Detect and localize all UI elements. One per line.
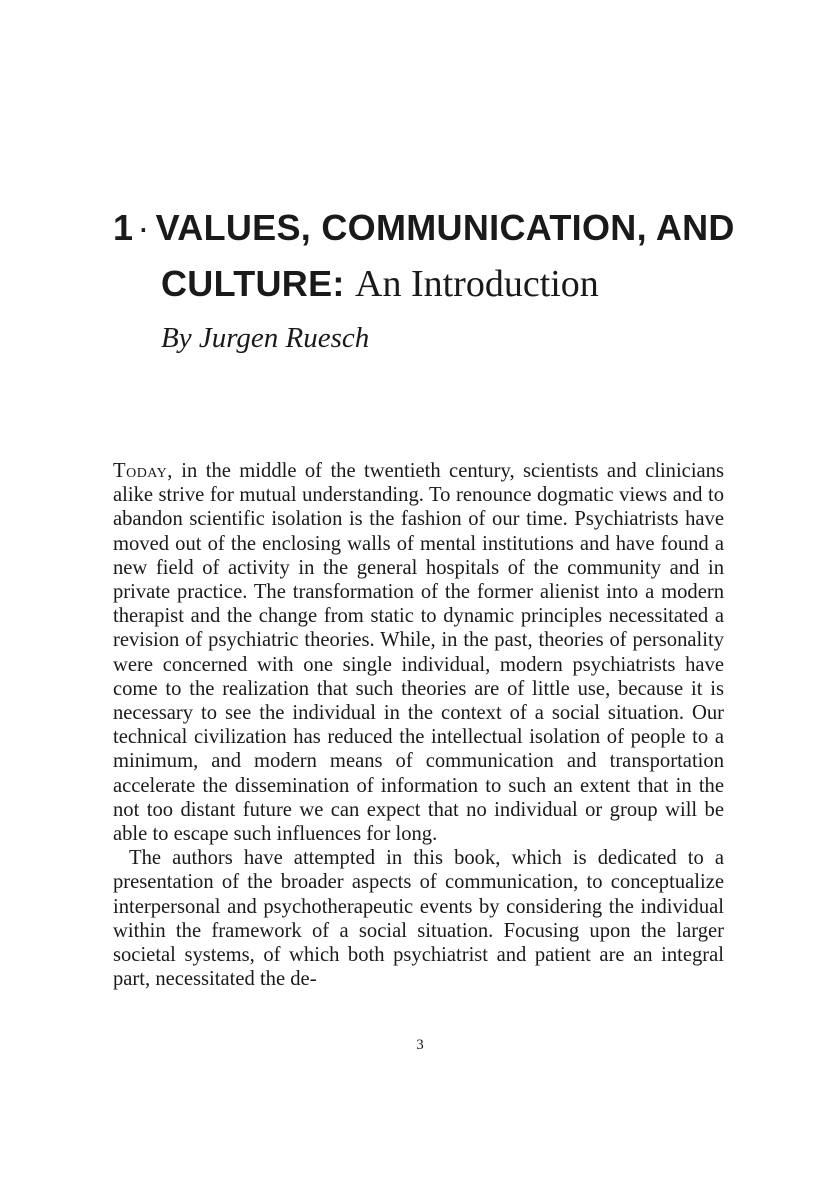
paragraph-1-text: in the middle of the twentieth century, scientists and clinicians alike strive for mutual understanding. To renounce dogmatic views and to abandon scientific isolation is the fashion of our time. Psychiatrists have moved out of the enclosing walls of mental institutions and have found a new field of activity in the general hospitals of the community and in private practice. The transformation of the former alienist into a modern therapist and the change from static to dynamic principles necessitated a revision of psychiatric theories. While, in the past, theories of personality were concerned with one single individual, modern psychiatrists have come to the realization that such theories are of little use, because it is necessary to see the individual in the context of a social situation. Our technical civilization has reduced the intellectual isolation of people to a minimum, and modern means of communication and transportation accelerate the dissemination of information to such an extent that in the not too distant future we can expect that no individual or group will be able to escape such influences for long.: [113, 460, 724, 846]
chapter-subtitle: An Introduction: [355, 263, 599, 305]
chapter-title-line-2: [113, 256, 773, 312]
chapter-number: 1: [113, 207, 134, 248]
chapter-separator: ·: [137, 207, 150, 248]
chapter-title-line-1: [113, 200, 773, 256]
chapter-title-text-2: CULTURE:: [161, 263, 345, 304]
page-number: 3: [416, 1037, 424, 1053]
chapter-title-text-1: VALUES, COMMUNICATION, AND: [155, 207, 735, 248]
paragraph-2: The authors have attempted in this book, which is dedicated to a presentation of the broader aspects of communication, to conceptualize interpersonal and psychotherapeutic events by considering the individual within the framework of a social situation. Focusing upon the larger societal systems, of which both psychiatrist and patient are an integral part, necessitated the de-: [113, 847, 724, 991]
body-text: [113, 459, 724, 991]
paragraph-1: [113, 459, 724, 846]
paragraph-1-lead: Today,: [113, 460, 173, 482]
author-byline: By Jurgen Ruesch: [161, 322, 370, 354]
chapter-heading: [113, 200, 773, 312]
